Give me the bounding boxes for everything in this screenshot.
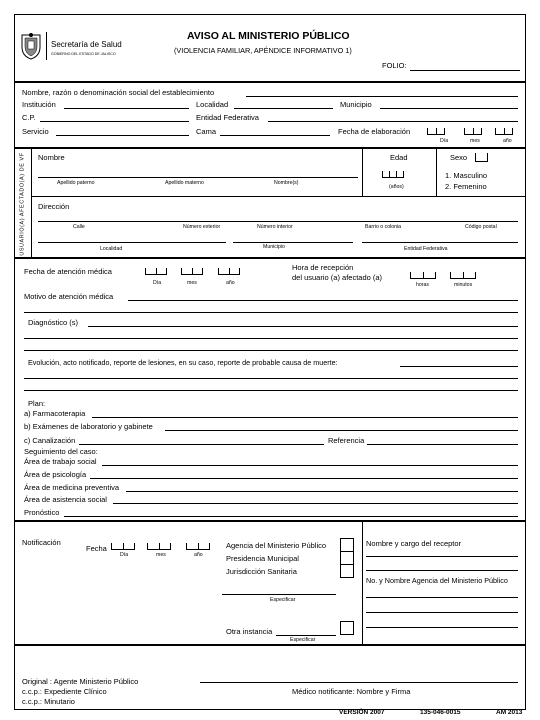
medico-label: Médico notificante: Nombre y Firma: [292, 687, 411, 696]
fecha-elaboracion-mes-label: mes: [470, 138, 480, 144]
code-2-label: AM 2013: [496, 709, 523, 716]
psicologia-label: Área de psicología: [24, 470, 87, 479]
ap-materno-label: Apellido materno: [165, 180, 204, 186]
cp-usuario-label: Código postal: [465, 224, 497, 230]
fecha-elaboracion-dia-label: Día: [440, 138, 449, 144]
nombre-field[interactable]: [38, 177, 358, 178]
cama-label: Cama: [196, 127, 217, 136]
cp-label: C.P.: [22, 113, 36, 122]
servicio-field[interactable]: [56, 135, 189, 136]
otra-instancia-label: Otra instancia: [226, 627, 273, 636]
num-ext-label: Número exterior: [183, 224, 221, 230]
fecha-atencion-anio-label: año: [226, 280, 235, 286]
presidencia-checkbox[interactable]: [340, 551, 354, 565]
municipio-label: Municipio: [340, 100, 372, 109]
diagnostico-label: Diagnóstico (s): [28, 318, 79, 327]
trabajo-social-label: Área de trabajo social: [24, 457, 97, 466]
edad-divider: [362, 148, 363, 196]
especificar-1-label: Especificar: [270, 597, 296, 603]
version-label: VERSIÓN 2007: [339, 709, 385, 716]
minutos-label: minutos: [454, 282, 473, 288]
edad-field[interactable]: [382, 172, 404, 178]
nombres-label: Nombre(s): [274, 180, 299, 186]
medicina-label: Área de medicina preventiva: [24, 483, 120, 492]
asistencia-label: Área de asistencia social: [24, 495, 107, 504]
entidad-usuario-label: Entidad Federativa: [404, 246, 448, 252]
especificar-2-label: Especificar: [290, 637, 316, 643]
localidad-usuario-label: Localidad: [100, 246, 123, 252]
diagnostico-field-2[interactable]: [24, 338, 518, 339]
fecha-atencion-dia[interactable]: [145, 269, 167, 275]
receptor-field-2[interactable]: [366, 570, 518, 571]
agencia-checkbox[interactable]: [340, 538, 354, 552]
fecha-atencion-dia-label: Día: [153, 280, 162, 286]
fecha-atencion-anio[interactable]: [218, 269, 240, 275]
entidad-usuario-field[interactable]: [362, 242, 518, 243]
usuario-side-label: USUARIO(A) AFECTADO(A) DE VF: [19, 152, 26, 256]
plan-label: Plan:: [28, 399, 46, 408]
otra-instancia-checkbox[interactable]: [340, 621, 354, 635]
barrio-label: Barrio o colonia: [365, 224, 402, 230]
entidad-field[interactable]: [268, 121, 518, 122]
notificacion-fecha-mes[interactable]: [147, 544, 171, 550]
receptor-label: Nombre y cargo del receptor: [366, 539, 462, 548]
seguimiento-label: Seguimiento del caso:: [24, 447, 98, 456]
municipio-usuario-label: Municipio: [263, 244, 285, 250]
notificacion-divider: [362, 521, 363, 645]
hora-label-2: del usuario (a) afectado (a): [292, 273, 383, 282]
notificacion-dia-label: Día: [120, 552, 129, 558]
agencia-label: Agencia del Ministerio Público: [226, 541, 327, 550]
trabajo-social-field[interactable]: [102, 465, 518, 466]
jurisdiccion-label: Jurisdicción Sanitaria: [226, 567, 297, 576]
notificacion-fecha-anio[interactable]: [186, 544, 210, 550]
otra-instancia-field[interactable]: [276, 635, 336, 636]
notificacion-label: Notificación: [22, 538, 61, 547]
referencia-field[interactable]: [367, 444, 518, 445]
fecha-atencion-mes[interactable]: [181, 269, 203, 275]
localidad-field[interactable]: [234, 108, 333, 109]
direccion-field[interactable]: [38, 221, 518, 222]
medico-firma-field[interactable]: [200, 682, 518, 683]
evolucion-label: Evolución, acto notificado, reporte de lesiones, en su caso, reporte de probable causa de muerte:: [28, 358, 338, 367]
municipio-usuario-field[interactable]: [233, 242, 353, 243]
folio-label: FOLIO:: [382, 61, 407, 70]
jurisdiccion-checkbox[interactable]: [340, 564, 354, 578]
evolucion-field-3[interactable]: [24, 390, 518, 391]
no-agencia-field[interactable]: [366, 597, 518, 598]
fecha-elaboracion-anio-label: año: [503, 138, 512, 144]
localidad-usuario-field[interactable]: [38, 242, 226, 243]
copia-1-label: c.c.p.: Expediente Clínico: [22, 687, 107, 696]
no-agencia-field-3[interactable]: [366, 627, 518, 628]
sexo-masculino: 1. Masculino: [445, 171, 488, 180]
presidencia-label: Presidencia Municipal: [226, 554, 299, 563]
establishment-name-label: Nombre, razón o denominación social del establecimiento: [22, 88, 215, 97]
copia-2-label: c.c.p.: Minutario: [22, 697, 75, 706]
sexo-label: Sexo: [450, 153, 468, 162]
folio-line[interactable]: [410, 70, 520, 71]
fecha-elaboracion-anio[interactable]: [495, 129, 513, 135]
notificacion-anio-label: año: [194, 552, 203, 558]
entidad-label: Entidad Federativa: [196, 113, 259, 122]
evolucion-field-2[interactable]: [24, 378, 518, 379]
edad-unit: (años): [389, 184, 404, 190]
coat-of-arms-icon: [20, 32, 42, 60]
fecha-elaboracion-label: Fecha de elaboración: [338, 127, 411, 136]
plan-a-field[interactable]: [92, 417, 518, 418]
fecha-elaboracion-dia[interactable]: [427, 129, 445, 135]
motivo-label: Motivo de atención médica: [24, 292, 114, 301]
edad-label: Edad: [390, 153, 408, 162]
receptor-field[interactable]: [366, 556, 518, 557]
calle-label: Calle: [73, 224, 85, 230]
fecha-atencion-mes-label: mes: [187, 280, 197, 286]
plan-b-label: b) Exámenes de laboratorio y gabinete: [24, 422, 153, 431]
usuario-row-divider: [31, 196, 526, 197]
fecha-elaboracion-mes[interactable]: [464, 129, 482, 135]
hora-minutos[interactable]: [450, 273, 476, 279]
establishment-name-field[interactable]: [246, 96, 518, 97]
medicina-field[interactable]: [126, 491, 518, 492]
pronostico-label: Pronóstico: [24, 508, 60, 517]
hora-horas[interactable]: [410, 273, 436, 279]
diagnostico-field-3[interactable]: [24, 350, 518, 351]
original-label: Original : Agente Ministerio Público: [22, 677, 139, 686]
page-subtitle: (VIOLENCIA FAMILIAR, APÉNDICE INFORMATIVO 1): [174, 46, 352, 55]
nombre-label: Nombre: [38, 153, 65, 162]
sexo-divider: [436, 148, 437, 196]
plan-b-field[interactable]: [165, 430, 518, 431]
direccion-label: Dirección: [38, 202, 70, 211]
usuario-side-divider: [31, 148, 32, 258]
institucion-label: Institución: [22, 100, 56, 109]
notificacion-mes-label: mes: [156, 552, 166, 558]
especificar-1-field[interactable]: [222, 594, 336, 595]
motivo-field-2[interactable]: [24, 312, 518, 313]
num-int-label: Número interior: [257, 224, 293, 230]
no-agencia-field-2[interactable]: [366, 612, 518, 613]
referencia-label: Referencia: [328, 436, 365, 445]
logo-text: Secretaría de Salud: [51, 40, 122, 49]
municipio-field[interactable]: [380, 108, 518, 109]
fecha-atencion-label: Fecha de atención médica: [24, 267, 112, 276]
cama-field[interactable]: [220, 135, 330, 136]
cp-field[interactable]: [40, 121, 189, 122]
plan-c-label: c) Canalización: [24, 436, 76, 445]
canalizacion-field[interactable]: [79, 444, 324, 445]
logo: [20, 30, 130, 70]
notificacion-fecha-dia[interactable]: [111, 544, 135, 550]
asistencia-field[interactable]: [113, 503, 518, 504]
ap-paterno-label: Apellido paterno: [57, 180, 95, 186]
localidad-label: Localidad: [196, 100, 229, 109]
psicologia-field[interactable]: [90, 478, 518, 479]
pronostico-field[interactable]: [64, 516, 518, 517]
sexo-femenino: 2. Femenino: [445, 182, 487, 191]
plan-a-label: a) Farmacoterapia: [24, 409, 86, 418]
institucion-field[interactable]: [64, 108, 189, 109]
horas-label: horas: [416, 282, 429, 288]
motivo-field[interactable]: [128, 300, 518, 301]
page-title: AVISO AL MINISTERIO PÚBLICO: [187, 30, 350, 42]
hora-label-1: Hora de recepción: [292, 263, 354, 272]
logo-subtext: GOBIERNO DEL ESTADO DE JALISCO: [51, 52, 116, 56]
sexo-box[interactable]: [475, 153, 488, 162]
servicio-label: Servicio: [22, 127, 49, 136]
diagnostico-field[interactable]: [88, 326, 518, 327]
code-1-label: 135-046-0015: [420, 709, 461, 716]
evolucion-field[interactable]: [400, 366, 518, 367]
notificacion-fecha-label: Fecha: [86, 544, 107, 553]
no-agencia-label: No. y Nombre Agencia del Ministerio Público: [366, 576, 508, 585]
